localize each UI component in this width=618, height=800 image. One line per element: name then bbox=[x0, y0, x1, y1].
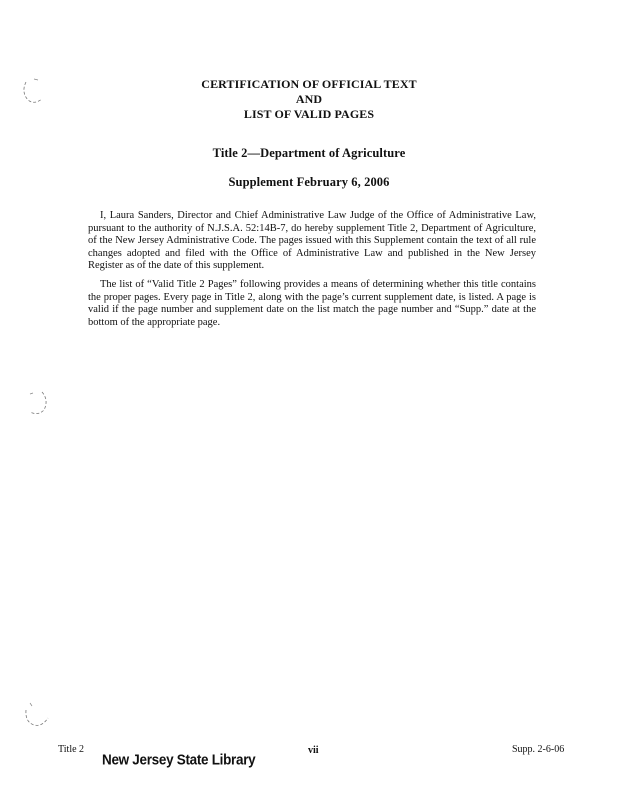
title-heading: Title 2—Department of Agriculture bbox=[212, 146, 406, 160]
footer-title: Title 2 bbox=[58, 744, 85, 755]
library-stamp: New Jersey State Library bbox=[102, 751, 256, 768]
supplement-heading: Supplement February 6, 2006 bbox=[228, 175, 390, 189]
binder-hole-mark-bottom bbox=[22, 700, 52, 730]
footer-page-number: vii bbox=[308, 745, 319, 756]
heading-line-3: LIST OF VALID PAGES bbox=[243, 107, 375, 121]
heading-line-2: AND bbox=[295, 92, 323, 106]
certification-paragraph: I, Laura Sanders, Director and Chief Administrative Law Judge of the Office of Administrative Law, pursuant to the authority of N.J.S.A. 52:14B-7, do hereby supplement Title 2, Department of Agriculture, of the New Jersey Administrative Code. The pages issued with this Supplement contain the text of all rule changes adopted and filed with the Office of Administrative Law and published in the New Jersey Register as of the date of this supplement. bbox=[88, 210, 536, 271]
footer-supplement-date: Supp. 2-6-06 bbox=[512, 744, 565, 755]
heading-line-1: CERTIFICATION OF OFFICIAL TEXT bbox=[201, 77, 417, 91]
valid-pages-paragraph: The list of “Valid Title 2 Pages” following provides a means of determining whether this title contains the proper pages. Every page in Title 2, along with the page’s current supplement date, is listed. A page is valid if the page number and supplement date on the list match the page number and “Supp.” date at the bottom of the appropriate page. bbox=[88, 279, 536, 328]
binder-hole-mark-middle bbox=[22, 388, 52, 418]
